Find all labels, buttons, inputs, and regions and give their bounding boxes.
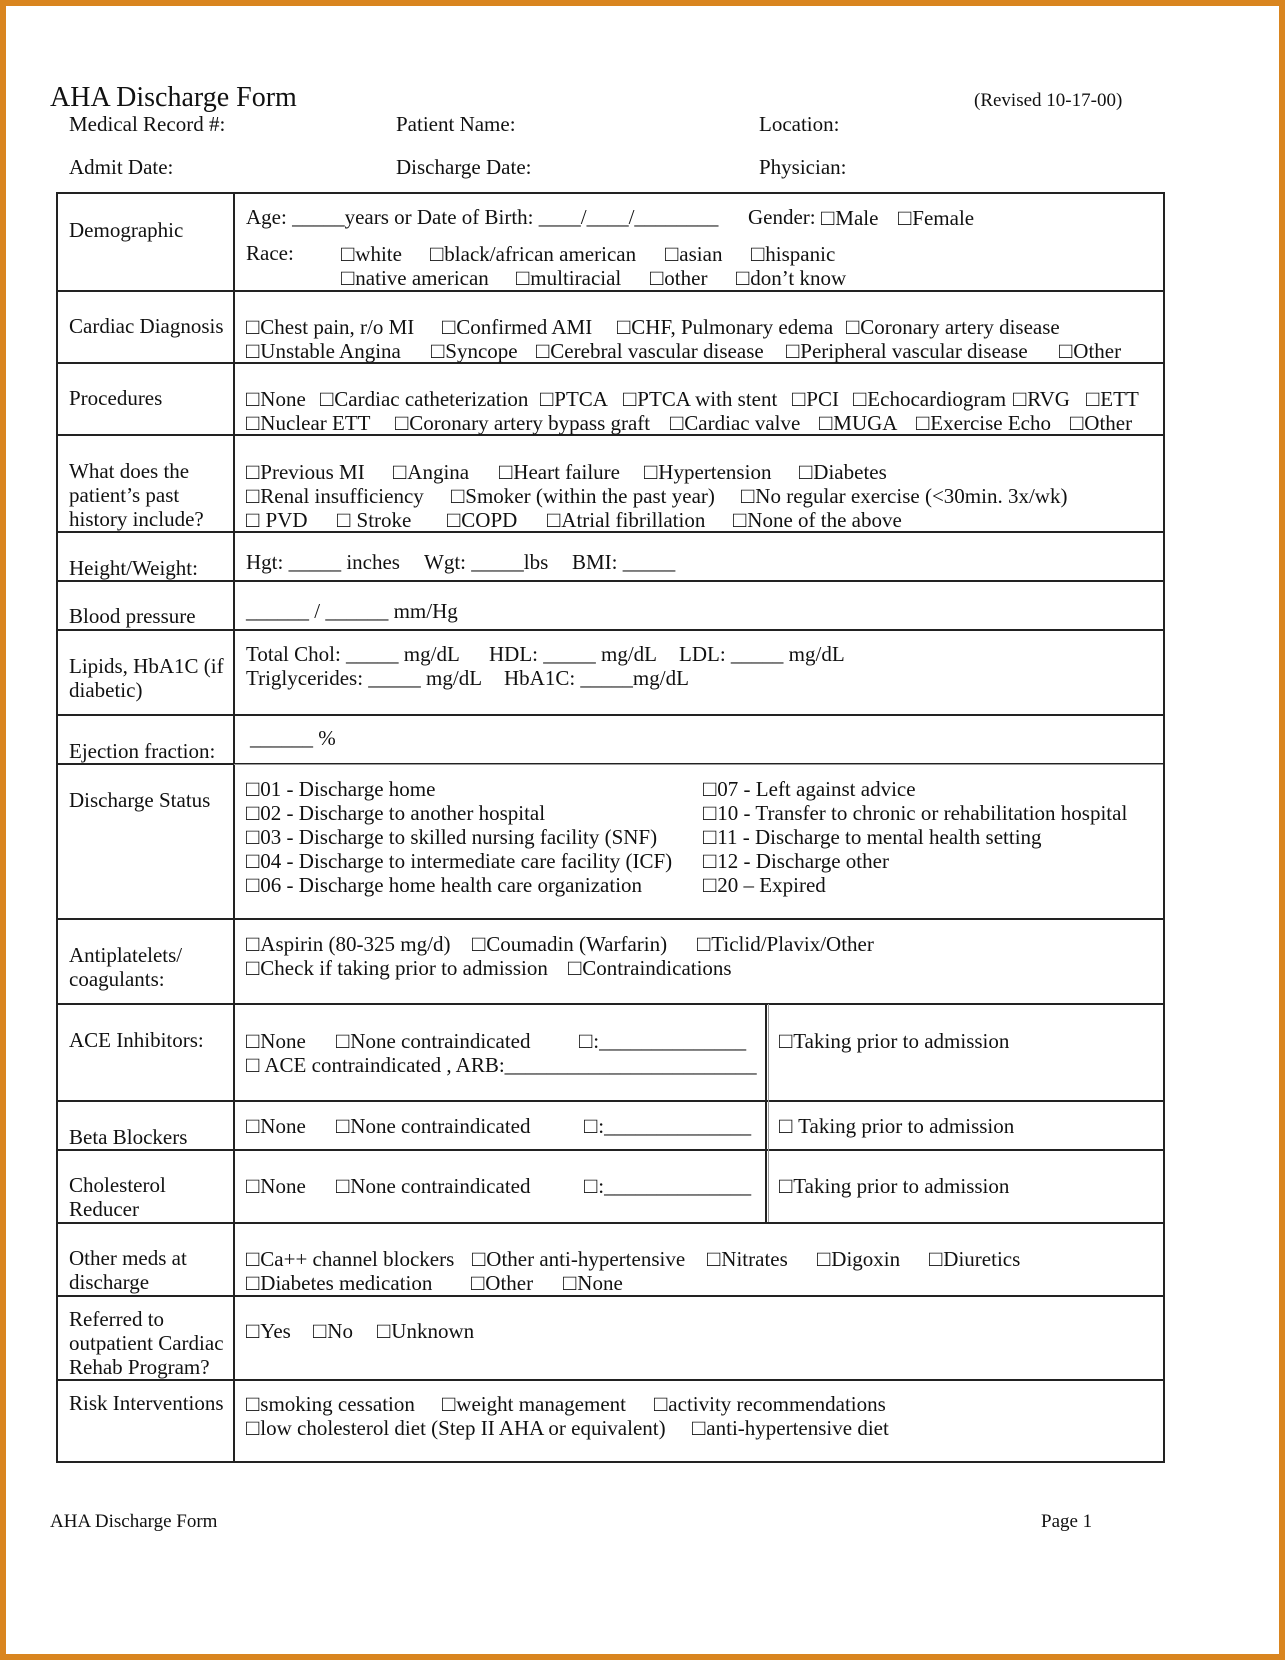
antiplatelets-label-1: Antiplatelets/ xyxy=(69,943,183,967)
activity-recommendations-checkbox[interactable]: □ activity recommendations xyxy=(654,1391,886,1417)
risk-interventions-label: Risk Interventions xyxy=(69,1391,224,1415)
nitrates-checkbox[interactable]: □ Nitrates xyxy=(707,1246,788,1272)
referred-yes-checkbox[interactable]: □ Yes xyxy=(246,1318,291,1344)
antiplatelets-prior-checkbox[interactable]: □ Check if taking prior to admission xyxy=(246,955,548,981)
copd-checkbox[interactable]: □ COPD xyxy=(447,507,517,533)
chol-prior-checkbox[interactable]: □ Taking prior to admission xyxy=(779,1173,1009,1199)
status-03-checkbox[interactable]: □ 03 - Discharge to skilled nursing facility (SNF) xyxy=(246,824,657,850)
race-asian-checkbox[interactable]: □ asian xyxy=(665,241,722,267)
cabg-checkbox[interactable]: □ Coronary artery bypass graft xyxy=(395,410,650,436)
chf-checkbox[interactable]: □ CHF, Pulmonary edema xyxy=(617,314,833,340)
gender-female-checkbox[interactable]: □ Female xyxy=(898,205,974,231)
renal-insufficiency-checkbox[interactable]: □ Renal insufficiency xyxy=(246,483,424,509)
race-native-american-checkbox[interactable]: □ native american xyxy=(341,265,489,291)
gender-male-checkbox[interactable]: □ Male xyxy=(821,205,878,231)
hba1c-field[interactable]: HbA1C: _____mg/dL xyxy=(504,666,689,690)
hdl-field[interactable]: HDL: _____ mg/dL xyxy=(489,642,657,666)
location-label: Location: xyxy=(759,112,840,136)
referred-label-2: outpatient Cardiac xyxy=(69,1331,224,1355)
syncope-checkbox[interactable]: □ Syncope xyxy=(431,338,518,364)
lipids-label-2: diabetic) xyxy=(69,678,143,702)
status-01-checkbox[interactable]: □ 01 - Discharge home xyxy=(246,776,435,802)
status-11-checkbox[interactable]: □ 11 - Discharge to mental health setting xyxy=(703,824,1042,850)
ldl-field[interactable]: LDL: _____ mg/dL xyxy=(679,642,845,666)
gender-label: Gender: xyxy=(748,205,816,229)
race-multiracial-checkbox[interactable]: □ multiracial xyxy=(516,265,621,291)
status-20-checkbox[interactable]: □ 20 – Expired xyxy=(703,872,826,898)
status-10-checkbox[interactable]: □ 10 - Transfer to chronic or rehabilitation hospital xyxy=(703,800,1127,826)
none-of-above-checkbox[interactable]: □ None of the above xyxy=(733,507,902,533)
other-meds-label-2: discharge xyxy=(69,1270,150,1294)
rvg-checkbox[interactable]: □ RVG xyxy=(1013,386,1070,412)
race-black-checkbox[interactable]: □ black/african american xyxy=(430,241,636,267)
race-other-checkbox[interactable]: □ other xyxy=(650,265,707,291)
beta-other-field[interactable]: □ :______________ xyxy=(584,1113,751,1139)
lipids-label-1: Lipids, HbA1C (if xyxy=(69,654,224,678)
chest-pain-checkbox[interactable]: □ Chest pain, r/o MI xyxy=(246,314,414,340)
atrial-fibrillation-checkbox[interactable]: □ Atrial fibrillation xyxy=(547,507,705,533)
beta-blockers-label: Beta Blockers xyxy=(69,1125,188,1149)
other-antihypertensive-checkbox[interactable]: □ Other anti-hypertensive xyxy=(472,1246,685,1272)
low-cholesterol-diet-checkbox[interactable]: □ low cholesterol diet (Step II AHA or equivalent) xyxy=(246,1415,666,1441)
nuclear-ett-checkbox[interactable]: □ Nuclear ETT xyxy=(246,410,371,436)
ett-checkbox[interactable]: □ ETT xyxy=(1086,386,1139,412)
ace-none-contra-checkbox[interactable]: □ None contraindicated xyxy=(336,1028,530,1054)
proc-other-checkbox[interactable]: □ Other xyxy=(1070,410,1132,436)
footer-title: AHA Discharge Form xyxy=(50,1511,218,1532)
ace-label: ACE Inhibitors: xyxy=(69,1028,204,1052)
referred-unknown-checkbox[interactable]: □ Unknown xyxy=(377,1318,474,1344)
demographic-label: Demographic xyxy=(69,218,184,242)
ace-contra-arb-field[interactable]: □ ACE contraindicated , ARB:________________________ xyxy=(246,1052,757,1078)
history-label-1: What does the xyxy=(69,459,190,483)
referred-no-checkbox[interactable]: □ No xyxy=(313,1318,353,1344)
history-label-2: patient’s past xyxy=(69,483,180,507)
chol-none-contra-checkbox[interactable]: □ None contraindicated xyxy=(336,1173,530,1199)
medical-record-label: Medical Record #: xyxy=(69,112,226,136)
chol-other-field[interactable]: □ :______________ xyxy=(584,1173,751,1199)
heart-failure-checkbox[interactable]: □ Heart failure xyxy=(499,459,620,485)
coronary-artery-disease-checkbox[interactable]: □ Coronary artery disease xyxy=(846,314,1060,340)
smoking-cessation-checkbox[interactable]: □ smoking cessation xyxy=(246,1391,415,1417)
no-regular-exercise-checkbox[interactable]: □ No regular exercise (<30min. 3x/wk) xyxy=(741,483,1067,509)
antiplatelets-contra-checkbox[interactable]: □ Contraindications xyxy=(568,955,732,981)
proc-none-checkbox[interactable]: □ None xyxy=(246,386,306,412)
weight-field[interactable]: Wgt: _____lbs xyxy=(424,550,549,574)
diuretics-checkbox[interactable]: □ Diuretics xyxy=(929,1246,1020,1272)
status-06-checkbox[interactable]: □ 06 - Discharge home health care organization xyxy=(246,872,642,898)
previous-mi-checkbox[interactable]: □ Previous MI xyxy=(246,459,365,485)
height-weight-label: Height/Weight: xyxy=(69,556,198,580)
angina-checkbox[interactable]: □ Angina xyxy=(393,459,469,485)
exercise-echo-checkbox[interactable]: □ Exercise Echo xyxy=(916,410,1051,436)
smoker-checkbox[interactable]: □ Smoker (within the past year) xyxy=(451,483,715,509)
status-12-checkbox[interactable]: □ 12 - Discharge other xyxy=(703,848,889,874)
patient-name-label: Patient Name: xyxy=(396,112,516,136)
coumadin-checkbox[interactable]: □ Coumadin (Warfarin) xyxy=(472,931,667,957)
ace-prior-checkbox[interactable]: □ Taking prior to admission xyxy=(779,1028,1009,1054)
beta-none-contra-checkbox[interactable]: □ None contraindicated xyxy=(336,1113,530,1139)
admit-date-label: Admit Date: xyxy=(69,155,174,179)
race-white-checkbox[interactable]: □ white xyxy=(341,241,402,267)
status-04-checkbox[interactable]: □ 04 - Discharge to intermediate care facility (ICF) xyxy=(246,848,672,874)
other-meds-other-checkbox[interactable]: □ Other xyxy=(471,1270,533,1296)
diabetes-medication-checkbox[interactable]: □ Diabetes medication xyxy=(246,1270,432,1296)
beta-prior-checkbox[interactable]: □ Taking prior to admission xyxy=(779,1113,1014,1139)
form-title: AHA Discharge Form xyxy=(50,82,297,113)
discharge-date-label: Discharge Date: xyxy=(396,155,532,179)
pci-checkbox[interactable]: □ PCI xyxy=(792,386,839,412)
stroke-checkbox[interactable]: □ Stroke xyxy=(337,507,411,533)
muga-checkbox[interactable]: □ MUGA xyxy=(819,410,897,436)
height-field[interactable]: Hgt: _____ inches xyxy=(246,550,400,574)
cardiac-diagnosis-label: Cardiac Diagnosis xyxy=(69,314,224,338)
ace-other-field[interactable]: □ :______________ xyxy=(579,1028,746,1054)
status-02-checkbox[interactable]: □ 02 - Discharge to another hospital xyxy=(246,800,545,826)
diabetes-checkbox[interactable]: □ Diabetes xyxy=(799,459,887,485)
page-number: Page 1 xyxy=(1041,1511,1093,1532)
revised-date: (Revised 10-17-00) xyxy=(974,90,1123,111)
digoxin-checkbox[interactable]: □ Digoxin xyxy=(817,1246,900,1272)
antiplatelets-label-2: coagulants: xyxy=(69,967,165,991)
physician-label: Physician: xyxy=(759,155,847,179)
ace-none-checkbox[interactable]: □ None xyxy=(246,1028,306,1054)
bmi-field[interactable]: BMI: _____ xyxy=(572,550,676,574)
peripheral-vascular-disease-checkbox[interactable]: □ Peripheral vascular disease xyxy=(786,338,1028,364)
aspirin-checkbox[interactable]: □ Aspirin (80-325 mg/d) xyxy=(246,931,450,957)
age-dob-field[interactable]: Age: _____years or Date of Birth: ____/____/________ xyxy=(246,205,719,229)
weight-management-checkbox[interactable]: □ weight management xyxy=(442,1391,626,1417)
race-dont-know-checkbox[interactable]: □ don’t know xyxy=(736,265,846,291)
ptca-stent-checkbox[interactable]: □ PTCA with stent xyxy=(623,386,777,412)
procedures-label: Procedures xyxy=(69,386,163,410)
ejection-fraction-field[interactable]: ______ % xyxy=(250,726,336,750)
race-label: Race: xyxy=(246,241,294,265)
discharge-status-label: Discharge Status xyxy=(69,788,211,812)
triglycerides-field[interactable]: Triglycerides: _____ mg/dL xyxy=(246,666,483,690)
unstable-angina-checkbox[interactable]: □ Unstable Angina xyxy=(246,338,401,364)
ca-channel-blockers-checkbox[interactable]: □ Ca++ channel blockers xyxy=(246,1246,454,1272)
echocardiogram-checkbox[interactable]: □ Echocardiogram xyxy=(853,386,1006,412)
total-chol-field[interactable]: Total Chol: _____ mg/dL xyxy=(246,642,460,666)
confirmed-ami-checkbox[interactable]: □ Confirmed AMI xyxy=(442,314,592,340)
ptca-checkbox[interactable]: □ PTCA xyxy=(540,386,608,412)
cardiac-other-checkbox[interactable]: □ Other xyxy=(1059,338,1121,364)
referred-label-3: Rehab Program? xyxy=(69,1355,210,1379)
other-meds-label-1: Other meds at xyxy=(69,1246,187,1270)
history-label-3: history include? xyxy=(69,507,204,531)
ejection-fraction-label: Ejection fraction: xyxy=(69,739,216,763)
chol-none-checkbox[interactable]: □ None xyxy=(246,1173,306,1199)
ticlid-plavix-checkbox[interactable]: □ Ticlid/Plavix/Other xyxy=(697,931,874,957)
cerebral-vascular-disease-checkbox[interactable]: □ Cerebral vascular disease xyxy=(536,338,764,364)
antihypertensive-diet-checkbox[interactable]: □ anti-hypertensive diet xyxy=(692,1415,889,1441)
race-hispanic-checkbox[interactable]: □ hispanic xyxy=(751,241,835,267)
other-meds-none-checkbox[interactable]: □ None xyxy=(563,1270,623,1296)
pvd-checkbox[interactable]: □ PVD xyxy=(246,507,308,533)
chol-label-1: Cholesterol xyxy=(69,1173,166,1197)
blood-pressure-field[interactable]: ______ / ______ mm/Hg xyxy=(246,599,458,623)
hypertension-checkbox[interactable]: □ Hypertension xyxy=(644,459,771,485)
status-07-checkbox[interactable]: □ 07 - Left against advice xyxy=(703,776,916,802)
chol-label-2: Reducer xyxy=(69,1197,139,1221)
referred-label-1: Referred to xyxy=(69,1307,165,1331)
cardiac-cath-checkbox[interactable]: □ Cardiac catheterization xyxy=(320,386,528,412)
beta-none-checkbox[interactable]: □ None xyxy=(246,1113,306,1139)
blood-pressure-label: Blood pressure xyxy=(69,604,196,628)
cardiac-valve-checkbox[interactable]: □ Cardiac valve xyxy=(670,410,800,436)
